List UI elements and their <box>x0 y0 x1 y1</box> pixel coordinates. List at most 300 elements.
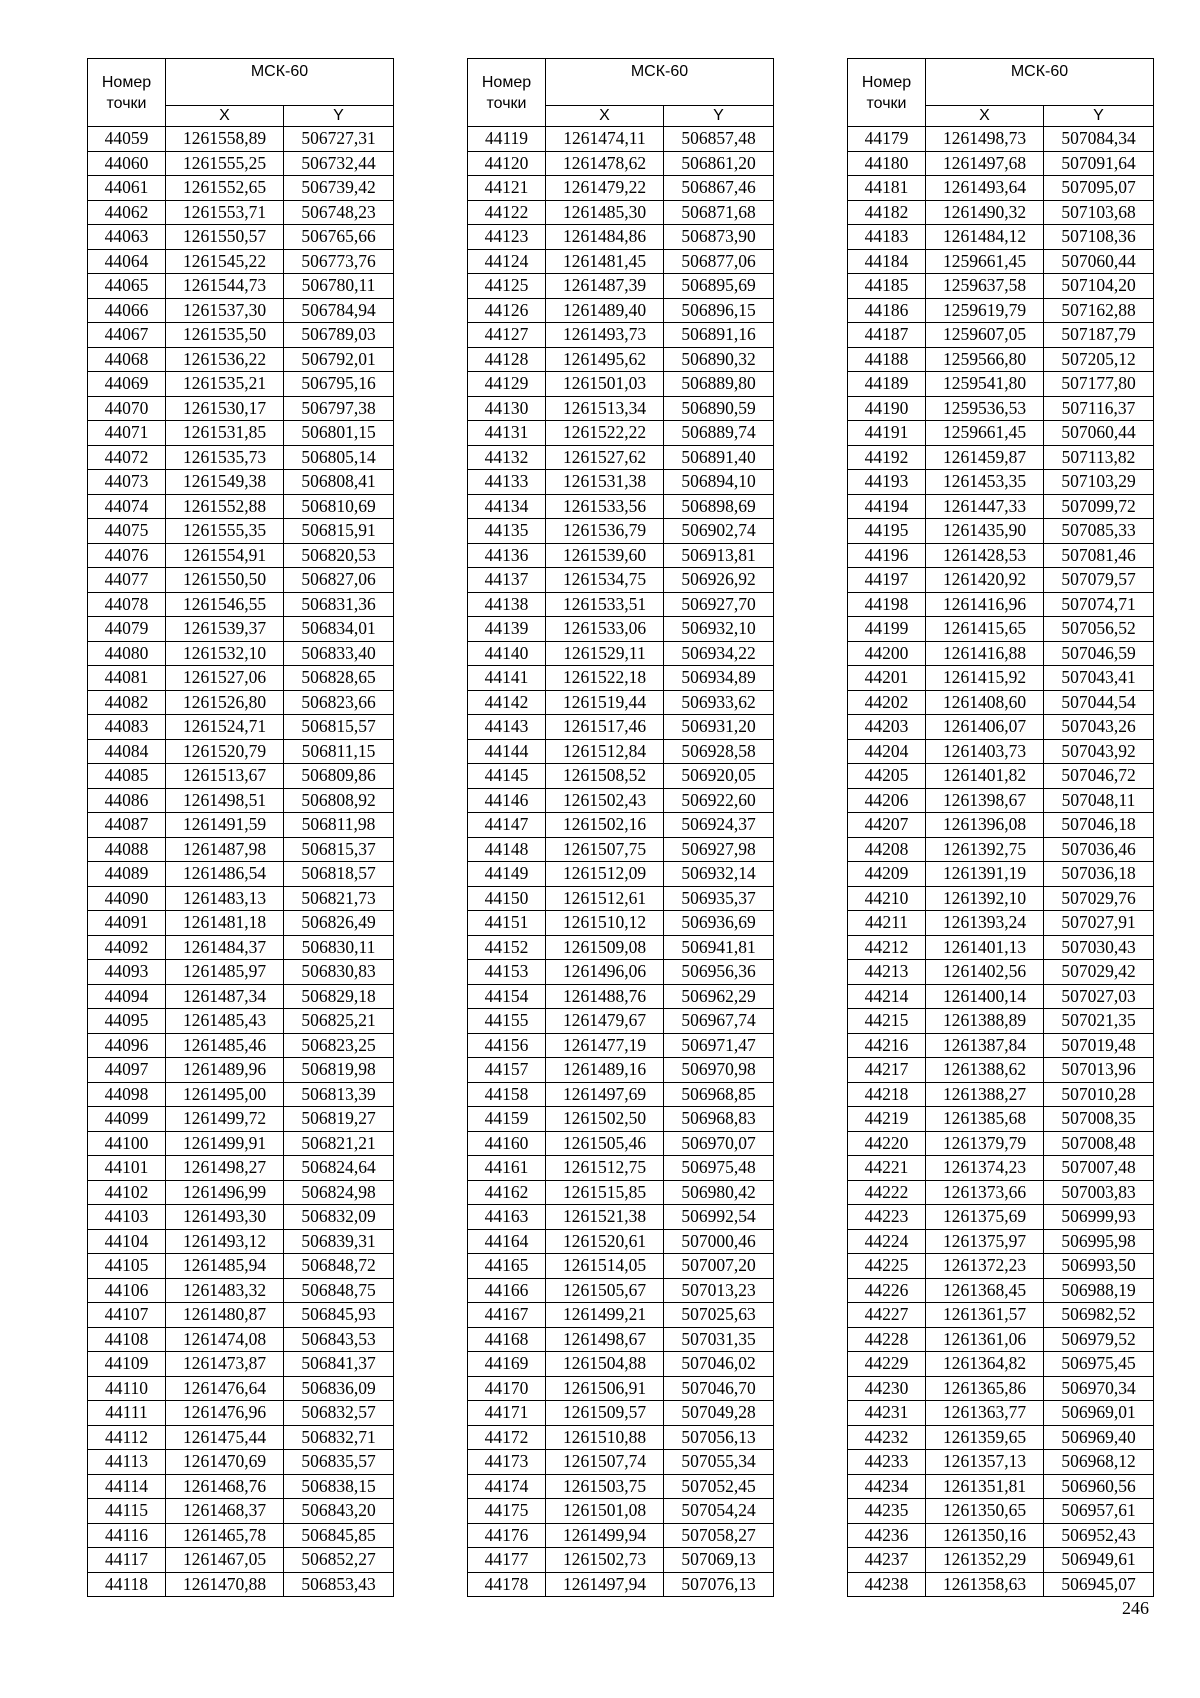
y-coordinate-cell: 507046,72 <box>1044 764 1154 789</box>
y-coordinate-cell: 506928,58 <box>664 739 774 764</box>
table-row <box>88 494 394 519</box>
y-coordinate-cell: 506979,52 <box>1044 1327 1154 1352</box>
point-number-cell: 44166 <box>468 1278 546 1303</box>
x-coordinate-cell: 1261513,34 <box>546 396 664 421</box>
table-row <box>468 1474 774 1499</box>
point-number-cell: 44130 <box>468 396 546 421</box>
y-coordinate-cell: 506895,69 <box>664 274 774 299</box>
x-coordinate-cell: 1261535,21 <box>166 372 284 397</box>
x-coordinate-cell: 1259536,53 <box>926 396 1044 421</box>
point-number-cell: 44174 <box>468 1474 546 1499</box>
y-coordinate-cell: 506988,19 <box>1044 1278 1154 1303</box>
y-coordinate-cell: 506890,32 <box>664 347 774 372</box>
table-row <box>848 764 1154 789</box>
x-coordinate-cell: 1261476,96 <box>166 1401 284 1426</box>
table-row <box>88 617 394 642</box>
table-row <box>848 1107 1154 1132</box>
table-row <box>468 690 774 715</box>
x-coordinate-cell: 1261415,92 <box>926 666 1044 691</box>
point-number-cell: 44200 <box>848 641 926 666</box>
y-coordinate-cell: 506845,93 <box>284 1303 394 1328</box>
y-coordinate-cell: 506815,57 <box>284 715 394 740</box>
point-number-cell: 44221 <box>848 1156 926 1181</box>
x-coordinate-cell: 1261365,86 <box>926 1376 1044 1401</box>
table-row <box>88 1229 394 1254</box>
table-row <box>848 739 1154 764</box>
point-number-cell: 44233 <box>848 1450 926 1475</box>
y-coordinate-cell: 507010,28 <box>1044 1082 1154 1107</box>
y-coordinate-cell: 507043,26 <box>1044 715 1154 740</box>
point-number-cell: 44238 <box>848 1572 926 1597</box>
point-number-cell: 44204 <box>848 739 926 764</box>
y-coordinate-cell: 506853,43 <box>284 1572 394 1597</box>
point-number-cell: 44160 <box>468 1131 546 1156</box>
point-number-cell: 44181 <box>848 176 926 201</box>
x-coordinate-cell: 1261522,22 <box>546 421 664 446</box>
table-row <box>848 690 1154 715</box>
table-row <box>848 1082 1154 1107</box>
y-coordinate-cell: 506833,40 <box>284 641 394 666</box>
table-row <box>88 1425 394 1450</box>
y-coordinate-cell: 507103,29 <box>1044 470 1154 495</box>
table-row <box>88 249 394 274</box>
x-coordinate-cell: 1261391,19 <box>926 862 1044 887</box>
point-number-cell: 44231 <box>848 1401 926 1426</box>
table-row <box>88 984 394 1009</box>
y-coordinate-cell: 506932,10 <box>664 617 774 642</box>
table-row <box>88 1180 394 1205</box>
table-row <box>468 837 774 862</box>
x-coordinate-cell: 1261521,38 <box>546 1205 664 1230</box>
table-row <box>88 1376 394 1401</box>
x-coordinate-cell: 1261493,64 <box>926 176 1044 201</box>
point-number-cell: 44103 <box>88 1205 166 1230</box>
table-row <box>468 886 774 911</box>
table-row <box>88 641 394 666</box>
x-coordinate-cell: 1261401,13 <box>926 935 1044 960</box>
table-row <box>88 666 394 691</box>
y-coordinate-cell: 506902,74 <box>664 519 774 544</box>
table-row <box>88 960 394 985</box>
x-coordinate-cell: 1261502,73 <box>546 1548 664 1573</box>
point-number-cell: 44178 <box>468 1572 546 1597</box>
point-number-cell: 44125 <box>468 274 546 299</box>
table-row <box>88 886 394 911</box>
x-coordinate-cell: 1261489,16 <box>546 1058 664 1083</box>
x-coordinate-cell: 1261489,40 <box>546 298 664 323</box>
y-coordinate-cell: 506969,40 <box>1044 1425 1154 1450</box>
table-row <box>848 1352 1154 1377</box>
point-number-cell: 44127 <box>468 323 546 348</box>
point-number-header: Номер точки <box>88 59 166 127</box>
table-row <box>848 984 1154 1009</box>
y-coordinate-cell: 507049,28 <box>664 1401 774 1426</box>
y-coordinate-cell: 506739,42 <box>284 176 394 201</box>
y-coordinate-cell: 507013,23 <box>664 1278 774 1303</box>
point-number-cell: 44167 <box>468 1303 546 1328</box>
table-row <box>848 837 1154 862</box>
table-row <box>848 396 1154 421</box>
y-header: Y <box>1044 106 1154 127</box>
point-number-cell: 44187 <box>848 323 926 348</box>
point-number-cell: 44151 <box>468 911 546 936</box>
point-number-cell: 44185 <box>848 274 926 299</box>
table-row <box>468 200 774 225</box>
y-coordinate-cell: 506832,57 <box>284 1401 394 1426</box>
point-number-cell: 44152 <box>468 935 546 960</box>
point-number-cell: 44234 <box>848 1474 926 1499</box>
y-coordinate-cell: 506924,37 <box>664 813 774 838</box>
x-coordinate-cell: 1261510,12 <box>546 911 664 936</box>
point-number-cell: 44157 <box>468 1058 546 1083</box>
y-coordinate-cell: 507008,48 <box>1044 1131 1154 1156</box>
x-coordinate-cell: 1261501,08 <box>546 1499 664 1524</box>
point-number-cell: 44108 <box>88 1327 166 1352</box>
point-number-cell: 44171 <box>468 1401 546 1426</box>
page-number: 246 <box>1122 1598 1149 1618</box>
x-coordinate-cell: 1261558,89 <box>166 127 284 152</box>
point-number-cell: 44075 <box>88 519 166 544</box>
x-coordinate-cell: 1261522,18 <box>546 666 664 691</box>
x-coordinate-cell: 1259566,80 <box>926 347 1044 372</box>
table-row <box>468 249 774 274</box>
y-coordinate-cell: 507027,03 <box>1044 984 1154 1009</box>
y-coordinate-cell: 506792,01 <box>284 347 394 372</box>
table-row <box>468 641 774 666</box>
y-coordinate-cell: 506826,49 <box>284 911 394 936</box>
x-coordinate-cell: 1261499,21 <box>546 1303 664 1328</box>
x-coordinate-cell: 1261485,46 <box>166 1033 284 1058</box>
y-coordinate-cell: 506982,52 <box>1044 1303 1154 1328</box>
table-row <box>468 813 774 838</box>
table-row <box>468 421 774 446</box>
x-coordinate-cell: 1261555,35 <box>166 519 284 544</box>
table-row <box>468 470 774 495</box>
y-coordinate-cell: 506969,01 <box>1044 1401 1154 1426</box>
table-row <box>848 1425 1154 1450</box>
table-row <box>468 1572 774 1597</box>
x-coordinate-cell: 1261358,63 <box>926 1572 1044 1597</box>
point-number-cell: 44158 <box>468 1082 546 1107</box>
y-coordinate-cell: 506795,16 <box>284 372 394 397</box>
point-number-cell: 44193 <box>848 470 926 495</box>
y-coordinate-cell: 507108,36 <box>1044 225 1154 250</box>
table-row <box>848 1254 1154 1279</box>
table-row <box>848 249 1154 274</box>
point-number-cell: 44184 <box>848 249 926 274</box>
table-row <box>848 1474 1154 1499</box>
point-number-cell: 44203 <box>848 715 926 740</box>
y-coordinate-cell: 506839,31 <box>284 1229 394 1254</box>
x-coordinate-cell: 1261392,10 <box>926 886 1044 911</box>
x-coordinate-cell: 1261481,45 <box>546 249 664 274</box>
table-row <box>848 568 1154 593</box>
table-row <box>848 1303 1154 1328</box>
point-number-cell: 44142 <box>468 690 546 715</box>
point-number-cell: 44180 <box>848 151 926 176</box>
x-coordinate-cell: 1261533,06 <box>546 617 664 642</box>
point-number-cell: 44139 <box>468 617 546 642</box>
y-coordinate-cell: 507103,68 <box>1044 200 1154 225</box>
table-row <box>468 543 774 568</box>
y-coordinate-cell: 506852,27 <box>284 1548 394 1573</box>
table-row <box>848 1156 1154 1181</box>
table-row <box>848 1548 1154 1573</box>
table-row <box>848 421 1154 446</box>
x-coordinate-cell: 1261552,88 <box>166 494 284 519</box>
point-number-cell: 44205 <box>848 764 926 789</box>
y-coordinate-cell: 507069,13 <box>664 1548 774 1573</box>
x-coordinate-cell: 1261368,45 <box>926 1278 1044 1303</box>
x-coordinate-cell: 1261499,91 <box>166 1131 284 1156</box>
y-coordinate-cell: 506952,43 <box>1044 1523 1154 1548</box>
table-row <box>468 396 774 421</box>
x-coordinate-cell: 1261533,51 <box>546 592 664 617</box>
point-number-cell: 44175 <box>468 1499 546 1524</box>
point-number-cell: 44198 <box>848 592 926 617</box>
y-coordinate-cell: 506819,27 <box>284 1107 394 1132</box>
point-number-cell: 44065 <box>88 274 166 299</box>
x-coordinate-cell: 1261512,09 <box>546 862 664 887</box>
y-coordinate-cell: 506980,42 <box>664 1180 774 1205</box>
table-row <box>468 1499 774 1524</box>
y-coordinate-cell: 506967,74 <box>664 1009 774 1034</box>
y-coordinate-cell: 506962,29 <box>664 984 774 1009</box>
point-number-cell: 44068 <box>88 347 166 372</box>
table-row <box>468 1107 774 1132</box>
x-coordinate-cell: 1261539,37 <box>166 617 284 642</box>
x-coordinate-cell: 1261534,75 <box>546 568 664 593</box>
table-row <box>88 739 394 764</box>
point-number-cell: 44104 <box>88 1229 166 1254</box>
x-coordinate-cell: 1261375,69 <box>926 1205 1044 1230</box>
y-coordinate-cell: 506818,57 <box>284 862 394 887</box>
table-row <box>848 298 1154 323</box>
y-coordinate-cell: 506970,34 <box>1044 1376 1154 1401</box>
y-coordinate-cell: 506934,89 <box>664 666 774 691</box>
y-coordinate-cell: 506934,22 <box>664 641 774 666</box>
point-number-cell: 44085 <box>88 764 166 789</box>
y-coordinate-cell: 507060,44 <box>1044 249 1154 274</box>
y-coordinate-cell: 506815,37 <box>284 837 394 862</box>
x-coordinate-cell: 1261478,62 <box>546 151 664 176</box>
x-coordinate-cell: 1261545,22 <box>166 249 284 274</box>
table-row <box>468 1205 774 1230</box>
point-number-cell: 44217 <box>848 1058 926 1083</box>
point-number-cell: 44093 <box>88 960 166 985</box>
y-coordinate-cell: 507007,20 <box>664 1254 774 1279</box>
y-coordinate-cell: 506809,86 <box>284 764 394 789</box>
point-number-cell: 44074 <box>88 494 166 519</box>
point-number-cell: 44128 <box>468 347 546 372</box>
x-coordinate-cell: 1261505,67 <box>546 1278 664 1303</box>
x-coordinate-cell: 1261475,44 <box>166 1425 284 1450</box>
x-coordinate-cell: 1261496,99 <box>166 1180 284 1205</box>
table-row <box>468 1352 774 1377</box>
y-coordinate-cell: 506848,72 <box>284 1254 394 1279</box>
point-number-cell: 44121 <box>468 176 546 201</box>
y-coordinate-cell: 507025,63 <box>664 1303 774 1328</box>
x-coordinate-cell: 1259661,45 <box>926 421 1044 446</box>
y-coordinate-cell: 507054,24 <box>664 1499 774 1524</box>
point-number-cell: 44212 <box>848 935 926 960</box>
x-coordinate-cell: 1261396,08 <box>926 813 1044 838</box>
y-coordinate-cell: 506819,98 <box>284 1058 394 1083</box>
point-number-cell: 44228 <box>848 1327 926 1352</box>
x-coordinate-cell: 1261503,75 <box>546 1474 664 1499</box>
point-number-cell: 44201 <box>848 666 926 691</box>
table-row <box>468 1033 774 1058</box>
table-row <box>88 1033 394 1058</box>
x-coordinate-cell: 1261406,07 <box>926 715 1044 740</box>
x-coordinate-cell: 1261497,68 <box>926 151 1044 176</box>
point-number-cell: 44169 <box>468 1352 546 1377</box>
table-row <box>88 151 394 176</box>
x-coordinate-cell: 1259637,58 <box>926 274 1044 299</box>
x-coordinate-cell: 1261485,97 <box>166 960 284 985</box>
coordinate-system-header: МСК-60 <box>166 59 394 106</box>
table-row <box>468 372 774 397</box>
x-coordinate-cell: 1261374,23 <box>926 1156 1044 1181</box>
y-coordinate-cell: 506995,98 <box>1044 1229 1154 1254</box>
y-coordinate-cell: 506920,05 <box>664 764 774 789</box>
point-number-cell: 44094 <box>88 984 166 1009</box>
x-coordinate-cell: 1261550,50 <box>166 568 284 593</box>
point-number-cell: 44162 <box>468 1180 546 1205</box>
x-coordinate-cell: 1261531,85 <box>166 421 284 446</box>
point-number-cell: 44223 <box>848 1205 926 1230</box>
y-coordinate-cell: 507021,35 <box>1044 1009 1154 1034</box>
point-number-cell: 44168 <box>468 1327 546 1352</box>
coordinates-table-2 <box>467 58 774 1597</box>
x-coordinate-cell: 1261468,76 <box>166 1474 284 1499</box>
table-row <box>88 935 394 960</box>
y-coordinate-cell: 506830,83 <box>284 960 394 985</box>
point-number-cell: 44079 <box>88 617 166 642</box>
y-coordinate-cell: 507046,70 <box>664 1376 774 1401</box>
table-row <box>88 813 394 838</box>
point-number-cell: 44114 <box>88 1474 166 1499</box>
point-number-cell: 44164 <box>468 1229 546 1254</box>
x-coordinate-cell: 1261485,94 <box>166 1254 284 1279</box>
y-coordinate-cell: 506843,20 <box>284 1499 394 1524</box>
y-coordinate-cell: 506993,50 <box>1044 1254 1154 1279</box>
y-coordinate-cell: 506830,11 <box>284 935 394 960</box>
point-number-cell: 44236 <box>848 1523 926 1548</box>
x-coordinate-cell: 1261483,32 <box>166 1278 284 1303</box>
x-coordinate-cell: 1261510,88 <box>546 1425 664 1450</box>
y-coordinate-cell: 506992,54 <box>664 1205 774 1230</box>
point-number-cell: 44213 <box>848 960 926 985</box>
y-coordinate-cell: 506927,98 <box>664 837 774 862</box>
x-coordinate-cell: 1261479,67 <box>546 1009 664 1034</box>
point-number-cell: 44211 <box>848 911 926 936</box>
y-coordinate-cell: 506968,83 <box>664 1107 774 1132</box>
x-coordinate-cell: 1261504,88 <box>546 1352 664 1377</box>
x-coordinate-cell: 1261507,74 <box>546 1450 664 1475</box>
point-number-cell: 44099 <box>88 1107 166 1132</box>
point-number-cell: 44102 <box>88 1180 166 1205</box>
point-number-cell: 44096 <box>88 1033 166 1058</box>
point-number-cell: 44083 <box>88 715 166 740</box>
point-number-cell: 44186 <box>848 298 926 323</box>
x-coordinate-cell: 1261361,06 <box>926 1327 1044 1352</box>
table-row <box>848 1180 1154 1205</box>
point-number-cell: 44097 <box>88 1058 166 1083</box>
x-coordinate-cell: 1261488,76 <box>546 984 664 1009</box>
point-number-cell: 44232 <box>848 1425 926 1450</box>
table-row <box>88 323 394 348</box>
point-number-cell: 44107 <box>88 1303 166 1328</box>
table-row <box>468 1229 774 1254</box>
point-number-cell: 44124 <box>468 249 546 274</box>
y-coordinate-cell: 506933,62 <box>664 690 774 715</box>
point-number-cell: 44183 <box>848 225 926 250</box>
y-coordinate-cell: 506896,15 <box>664 298 774 323</box>
y-coordinate-cell: 506926,92 <box>664 568 774 593</box>
table-row <box>848 445 1154 470</box>
y-coordinate-cell: 506805,14 <box>284 445 394 470</box>
table-row <box>468 1548 774 1573</box>
x-coordinate-cell: 1261530,17 <box>166 396 284 421</box>
point-number-cell: 44141 <box>468 666 546 691</box>
table-row <box>848 1058 1154 1083</box>
y-coordinate-cell: 507036,18 <box>1044 862 1154 887</box>
x-coordinate-cell: 1261487,39 <box>546 274 664 299</box>
y-coordinate-cell: 506894,10 <box>664 470 774 495</box>
point-number-cell: 44069 <box>88 372 166 397</box>
x-coordinate-cell: 1261520,79 <box>166 739 284 764</box>
y-coordinate-cell: 507013,96 <box>1044 1058 1154 1083</box>
table-row <box>468 1303 774 1328</box>
y-coordinate-cell: 506999,93 <box>1044 1205 1154 1230</box>
table-row <box>88 176 394 201</box>
point-number-cell: 44106 <box>88 1278 166 1303</box>
table-row <box>88 764 394 789</box>
x-coordinate-cell: 1261379,79 <box>926 1131 1044 1156</box>
x-coordinate-cell: 1261498,51 <box>166 788 284 813</box>
y-coordinate-cell: 507030,43 <box>1044 935 1154 960</box>
table-row <box>848 935 1154 960</box>
point-number-cell: 44061 <box>88 176 166 201</box>
x-coordinate-cell: 1261416,88 <box>926 641 1044 666</box>
table-row <box>848 225 1154 250</box>
x-coordinate-cell: 1261447,33 <box>926 494 1044 519</box>
point-number-cell: 44132 <box>468 445 546 470</box>
point-number-cell: 44091 <box>88 911 166 936</box>
y-coordinate-cell: 506841,37 <box>284 1352 394 1377</box>
y-coordinate-cell: 506820,53 <box>284 543 394 568</box>
y-coordinate-cell: 506857,48 <box>664 127 774 152</box>
table-row <box>468 445 774 470</box>
y-coordinate-cell: 507056,52 <box>1044 617 1154 642</box>
x-coordinate-cell: 1261507,75 <box>546 837 664 862</box>
y-coordinate-cell: 507055,34 <box>664 1450 774 1475</box>
table-row <box>468 1180 774 1205</box>
x-coordinate-cell: 1261401,82 <box>926 764 1044 789</box>
point-number-cell: 44098 <box>88 1082 166 1107</box>
point-number-cell: 44215 <box>848 1009 926 1034</box>
x-coordinate-cell: 1261509,57 <box>546 1401 664 1426</box>
table-row <box>468 960 774 985</box>
y-coordinate-cell: 506848,75 <box>284 1278 394 1303</box>
x-coordinate-cell: 1261359,65 <box>926 1425 1044 1450</box>
table-row <box>468 274 774 299</box>
point-number-cell: 44202 <box>848 690 926 715</box>
x-coordinate-cell: 1261435,90 <box>926 519 1044 544</box>
point-number-cell: 44227 <box>848 1303 926 1328</box>
table-row <box>848 1327 1154 1352</box>
